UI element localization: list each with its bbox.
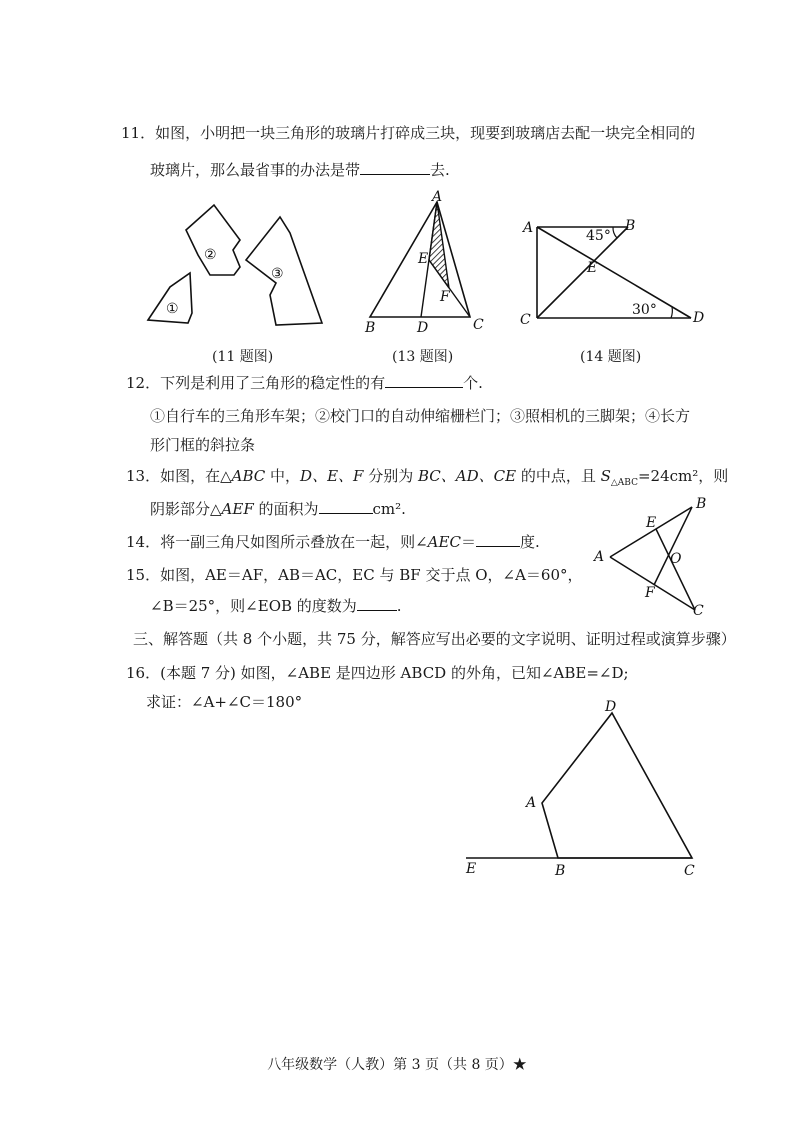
q15-answer-blank[interactable] xyxy=(357,595,397,611)
figure-13-caption: (13 题图) xyxy=(392,349,454,365)
q15-line1 xyxy=(126,564,583,586)
q15-text-end: . xyxy=(396,597,402,615)
label-a: A xyxy=(526,795,537,811)
figure-11 xyxy=(140,195,340,330)
figure-15 xyxy=(592,495,722,620)
q13-text-c: 分别为 xyxy=(363,467,418,485)
q16-number: 16． xyxy=(126,664,161,682)
q13-text-g: 的面积为 xyxy=(253,500,319,518)
figure-11-caption: (11 题图) xyxy=(212,349,274,365)
q13-text-d: 的中点，且 xyxy=(516,467,601,485)
q14-answer-blank[interactable] xyxy=(476,531,520,547)
label-o: O xyxy=(670,551,682,567)
q15-number: 15． xyxy=(126,566,161,584)
q13-line1 xyxy=(126,465,728,494)
page-footer: 八年级数学（人教）第 3 页（共 8 页）★ xyxy=(267,1057,527,1073)
label-30-degrees: 30° xyxy=(632,302,657,318)
glass-piece-2 xyxy=(186,205,240,275)
glass-piece-3 xyxy=(246,217,322,325)
q13-triangle-aef: AEF xyxy=(221,500,254,518)
figure-14 xyxy=(515,212,715,327)
figure-13 xyxy=(360,190,490,340)
q12-answer-blank[interactable] xyxy=(385,372,463,388)
q14-number: 14． xyxy=(126,533,161,551)
label-a: A xyxy=(523,220,534,236)
figure-16 xyxy=(460,695,710,885)
q16-text: (本题 7 分) 如图，∠ABE 是四边形 ABCD 的外角，已知∠ABE=∠D; xyxy=(160,664,629,682)
q11-text-line1: 如图，小明把一块三角形的玻璃片打碎成三块，现要到玻璃店去配一块完全相同的 xyxy=(155,124,696,142)
q12-text-end: 个. xyxy=(463,374,483,392)
label-a: A xyxy=(594,549,605,565)
q13-segments: BC、AD、CE xyxy=(417,467,517,485)
q13-text-b: 中， xyxy=(265,467,301,485)
label-a: A xyxy=(432,189,443,205)
q14-line xyxy=(126,531,540,553)
piece-1-label: ① xyxy=(166,301,179,317)
q14-text-c: 度. xyxy=(519,533,540,551)
shaded-triangle-aef xyxy=(429,202,449,288)
q11-number: 11． xyxy=(121,124,156,142)
q13-text-h: cm². xyxy=(372,500,406,518)
label-45-degrees: 45° xyxy=(586,228,611,244)
piece-2-label: ② xyxy=(204,247,217,263)
label-f: F xyxy=(645,585,655,601)
q11-answer-blank[interactable] xyxy=(360,159,430,175)
label-d: D xyxy=(693,310,705,326)
label-b: B xyxy=(625,218,636,234)
q15-text-line1: 如图，AE＝AF，AB＝AC，EC 与 BF 交于点 O，∠A＝60°， xyxy=(160,566,583,584)
label-c: C xyxy=(473,317,484,333)
q13-line2 xyxy=(150,498,406,520)
label-c: C xyxy=(520,312,531,328)
q16-line1 xyxy=(126,662,629,684)
label-c: C xyxy=(684,863,695,879)
q14-text-a: 将一副三角尺如图所示叠放在一起，则∠ xyxy=(160,533,428,551)
section-3-title: 三、解答题（共 8 个小题，共 75 分，解答应写出必要的文字说明、证明过程或演算步骤） xyxy=(133,630,736,648)
label-d: D xyxy=(417,320,429,336)
q12-line1 xyxy=(126,372,483,394)
label-b: B xyxy=(696,496,707,512)
q13-answer-blank[interactable] xyxy=(319,498,373,514)
label-e: E xyxy=(418,251,429,267)
angle-30-arc xyxy=(671,307,672,318)
label-b: B xyxy=(365,320,376,336)
q13-points: D、E、F xyxy=(300,467,364,485)
q11-text-end: 去. xyxy=(430,161,450,179)
q13-number: 13． xyxy=(126,467,161,485)
q16-prove: 求证：∠A+∠C＝180° xyxy=(146,693,303,711)
quadrilateral-abcd xyxy=(542,713,692,858)
label-e: E xyxy=(646,515,657,531)
q14-text-b: ＝ xyxy=(460,533,476,551)
label-b: B xyxy=(555,863,566,879)
q13-area-subscript: △ABC xyxy=(610,478,638,488)
label-d: D xyxy=(605,699,617,715)
q12-line3: 形门框的斜拉条 xyxy=(150,436,256,454)
label-e: E xyxy=(587,260,598,276)
q12-text: 下列是利用了三角形的稳定性的有 xyxy=(160,374,386,392)
q13-area-symbol: S xyxy=(600,467,611,485)
figure-14-caption: (14 题图) xyxy=(580,349,642,365)
label-e: E xyxy=(466,861,477,877)
q13-text-e: =24cm²，则 xyxy=(637,467,729,485)
q12-line2: ①自行车的三角形车架；②校门口的自动伸缩栅栏门；③照相机的三脚架；④长方 xyxy=(150,407,691,425)
q13-text-a: 如图，在△ xyxy=(160,467,232,485)
q11-line1 xyxy=(121,122,695,144)
angle-45-arc xyxy=(613,227,617,238)
q15-text-line2: ∠B＝25°，则∠EOB 的度数为 xyxy=(150,597,357,615)
q11-text-line2: 玻璃片，那么最省事的办法是带 xyxy=(150,161,361,179)
q13-text-f: 阴影部分△ xyxy=(150,500,222,518)
q14-angle-aec: AEC xyxy=(427,533,461,551)
q13-triangle-abc: ABC xyxy=(231,467,266,485)
label-f: F xyxy=(440,289,450,305)
q11-line2 xyxy=(150,159,450,181)
q15-line2 xyxy=(150,595,402,617)
piece-3-label: ③ xyxy=(271,266,284,282)
label-c: C xyxy=(693,603,704,619)
q12-number: 12． xyxy=(126,374,161,392)
